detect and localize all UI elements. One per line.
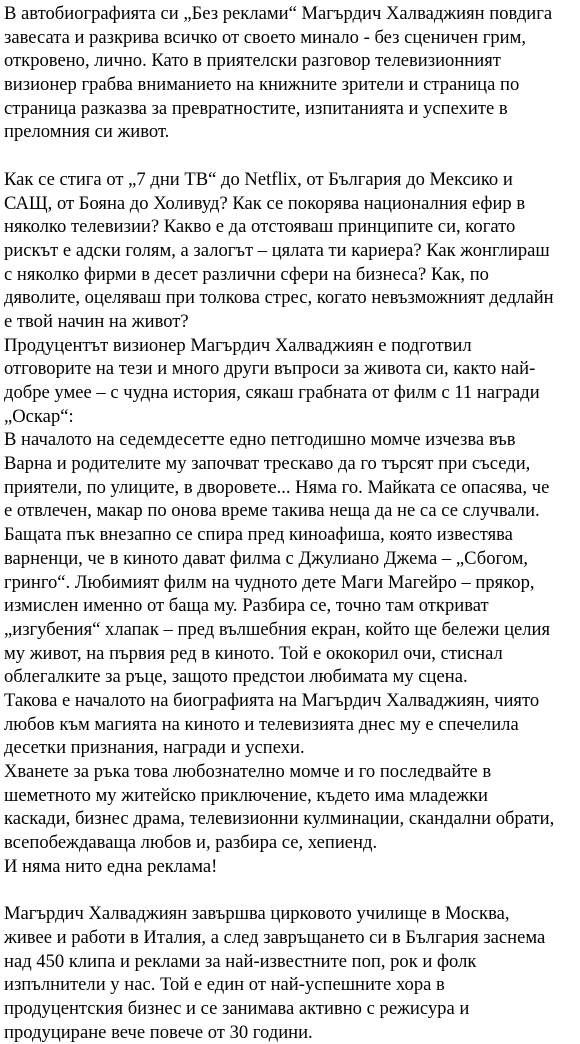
text-line: „Оскар“: (4, 405, 74, 427)
text-line: завесата и разкрива всичко от своето минало - без сценичен грим, (4, 26, 526, 48)
text-line: „изгубения“ хлапак – пред вълшебния екран, който ще бележи целия (4, 618, 551, 640)
text-line: живее и работи в Италия, а след завръщането си в България заснема (4, 926, 546, 948)
text-line: е твой начин на живот? (4, 310, 189, 332)
paragraph-spacer (4, 878, 578, 902)
paragraph-questions (4, 168, 578, 334)
text-line: страница разказва за превратностите, изпитанията и успехите в (4, 97, 508, 119)
paragraph-no-ads (4, 855, 578, 879)
text-line: измислен именно от баща му. Разбира се, точно там откриват (4, 595, 489, 617)
text-line: му живот, на първия ред в киното. Той е ококорил очи, стиснал (4, 642, 503, 664)
text-line: гринго“. Любимият филм на чудното дете Маги Магейро – прякор, (4, 571, 535, 593)
text-line: И няма нито една реклама! (4, 855, 218, 877)
paragraph-beginning (4, 689, 578, 760)
text-line: продуцентския бизнес и се занимава активно с режисура и (4, 997, 470, 1019)
paragraph-story (4, 428, 578, 689)
text-line: облегалките за ръце, защото предстои любимата му сцена. (4, 666, 468, 688)
paragraph-spacer (4, 144, 578, 168)
text-line: отговорите на тези и много други въпроси за живота си, както най- (4, 358, 536, 380)
text-line: В автобиографията си „Без реклами“ Магърдич Халваджиян повдига (4, 3, 553, 24)
text-line: Бащата пък внезапно се спира пред киноафиша, която известява (4, 524, 513, 546)
text-line: визионер грабва вниманието на книжните зрители и страница по (4, 74, 520, 96)
text-line: шеметното му житейско приключение, където има младежки (4, 784, 488, 806)
text-line: САЩ, от Бояна до Холивуд? Как се покорява националния ефир в (4, 192, 526, 214)
text-line: варненци, че в киното дават филма с Джулиано Джема – „Сбогом, (4, 547, 529, 569)
text-line: дяволите, оцеляваш при толкова стрес, когато невъзможният дедлайн (4, 287, 554, 309)
text-line: е отвлечен, макар по онова време такива неща да не са се случвали. (4, 500, 540, 522)
paragraph-adventure (4, 760, 578, 855)
text-line: преломния си живот. (4, 121, 170, 143)
text-line: добре умее – с чудна история, сякаш грабната от филм с 11 награди (4, 382, 540, 403)
text-line: с няколко фирми в десет различни сфери на бизнеса? Как, по (4, 263, 489, 285)
paragraph-answers (4, 334, 578, 429)
text-line: рискът е адски голям, а залогът – цялата ти кариера? Как жонглираш (4, 239, 550, 261)
text-line: откровено, лично. Като в приятелски разговор телевизионният (4, 50, 501, 72)
paragraph-author-bio (4, 902, 578, 1044)
text-line: десетки признания, награди и успехи. (4, 737, 305, 759)
text-line: приятели, по улиците, в дворовете... Няма го. Майката се опасява, че (4, 476, 550, 498)
text-line: Хванете за ръка това любознателно момче и го последвайте в (4, 761, 492, 782)
text-line: Такова е началото на биографията на Магърдич Халваджиян, чиято (4, 689, 540, 711)
text-line: В началото на седемдесетте едно петгодишно момче изчезва във (4, 429, 516, 451)
text-line: над 450 клипа и реклами за най-известните поп, рок и фолк (4, 950, 477, 972)
text-line: всепобеждаваща любов и, разбира се, хепиенд. (4, 832, 378, 854)
text-line: любов към магията на киното и телевизията днес му е спечелила (4, 713, 519, 735)
text-line: Как се стига от „7 дни ТВ“ до Netflix, от България до Мексико и (4, 168, 513, 190)
text-line: каскади, бизнес драма, телевизионни кулминации, скандални обрати, (4, 808, 555, 830)
text-line: няколко телевизии? Какво е да отстояваш принципите си, когато (4, 216, 516, 238)
text-line: Продуцентът визионер Магърдич Халваджиян е подготвил (4, 334, 472, 356)
text-line: продуциране вече повече от 30 години. (4, 1021, 313, 1043)
text-line: Магърдич Халваджиян завършва цирковото училище в Москва, (4, 903, 510, 925)
paragraph-intro (4, 2, 578, 144)
text-line: изпълнители у нас. Той е един от най-успешните хора в (4, 974, 445, 996)
text-line: Варна и родителите му започват трескаво да го търсят при съседи, (4, 453, 531, 475)
